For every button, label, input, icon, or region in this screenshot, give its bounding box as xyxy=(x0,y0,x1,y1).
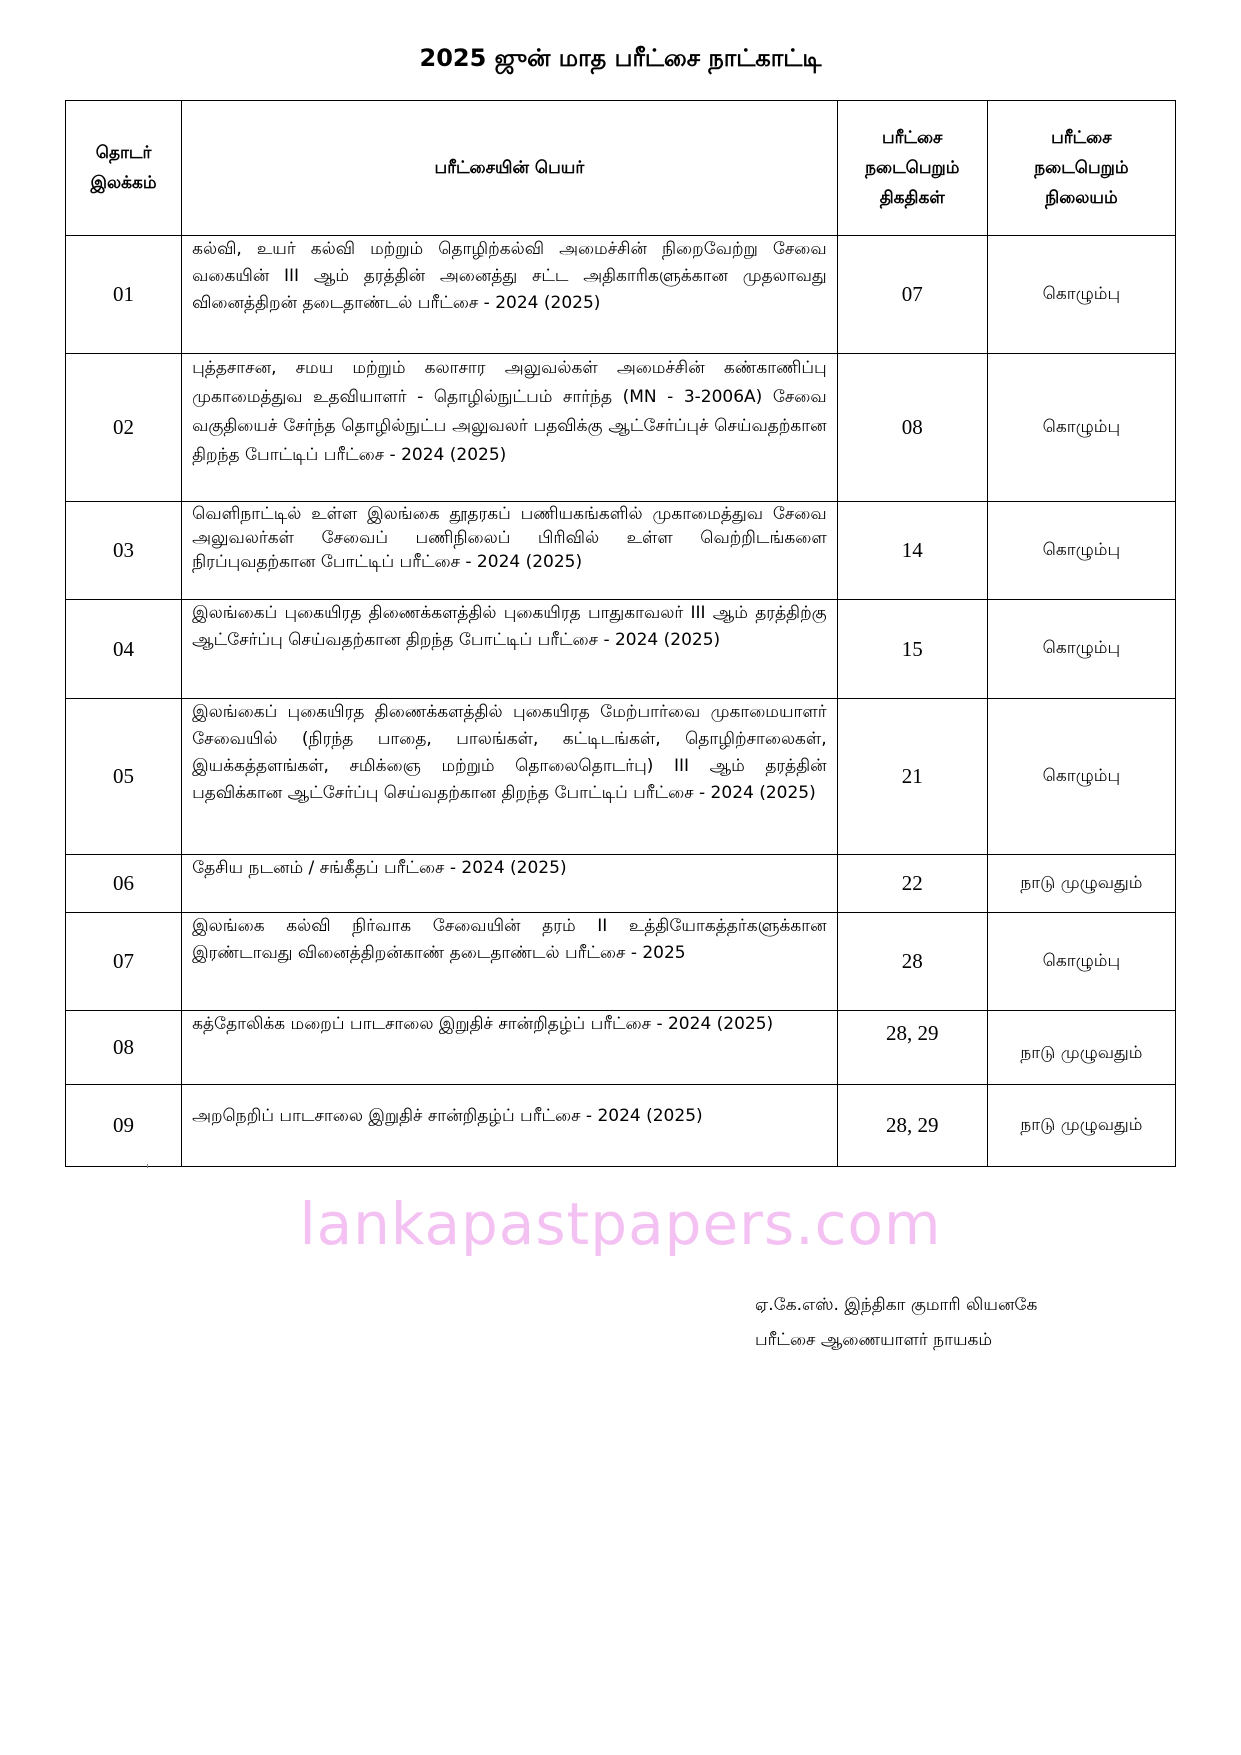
table-header-row xyxy=(66,101,1176,236)
watermark: lankapastpapers.com xyxy=(299,1190,942,1258)
row-number: 04 xyxy=(66,600,182,699)
exam-name: இலங்கை கல்வி நிர்வாக சேவையின் தரம் II உத்தியோகத்தர்களுக்கான இரண்டாவது வினைத்திறன்காண் தடைதாண்டல் பரீட்சை - 2025 xyxy=(182,913,838,1011)
exam-venue: நாடு முழுவதும் xyxy=(987,1011,1175,1085)
table-row xyxy=(66,1085,1176,1167)
row-number: 03 xyxy=(66,502,182,600)
row-number: 01 xyxy=(66,236,182,354)
exam-name: இலங்கைப் புகையிரத திணைக்களத்தில் புகையிரத பாதுகாவலர் III ஆம் தரத்திற்கு ஆட்சேர்ப்பு செய்வதற்கான திறந்த போட்டிப் பரீட்சை - 2024 (2025) xyxy=(182,600,838,699)
exam-dates: 07 xyxy=(837,236,987,354)
row-number: 07 xyxy=(66,913,182,1011)
exam-name: கத்தோலிக்க மறைப் பாடசாலை இறுதிச் சான்றிதழ்ப் பரீட்சை - 2024 (2025) xyxy=(182,1011,838,1085)
exam-venue: கொழும்பு xyxy=(987,699,1175,855)
exam-venue: கொழும்பு xyxy=(987,600,1175,699)
header-name: பரீட்சையின் பெயர் xyxy=(182,101,838,236)
row-number: 05 xyxy=(66,699,182,855)
exam-name: வெளிநாட்டில் உள்ள இலங்கை தூதரகப் பணியகங்களில் முகாமைத்துவ சேவை அலுவலர்கள் சேவைப் பணிநிலைப் பிரிவில் உள்ள வெற்றிடங்களை நிரப்புவதற்கான போட்டிப் பரீட்சை - 2024 (2025) xyxy=(182,502,838,600)
table-row xyxy=(66,354,1176,502)
exam-dates: 28, 29 xyxy=(837,1011,987,1085)
table-row xyxy=(66,699,1176,855)
exam-calendar-table xyxy=(65,100,1176,1167)
row-number: 09 xyxy=(66,1085,182,1167)
stray-mark xyxy=(147,1164,148,1168)
exam-venue: நாடு முழுவதும் xyxy=(987,1085,1175,1167)
exam-dates: 14 xyxy=(837,502,987,600)
exam-dates: 15 xyxy=(837,600,987,699)
table-row xyxy=(66,855,1176,913)
table-row xyxy=(66,600,1176,699)
exam-name: இலங்கைப் புகையிரத திணைக்களத்தில் புகையிரத மேற்பார்வை முகாமையாளர் சேவையில் (நிரந்த பாதை, பாலங்கள், கட்டிடங்கள், தொழிற்சாலைகள், இயக்கத்தளங்கள், சமிக்ஞை மற்றும் தொலைதொடர்பு) III ஆம் தரத்தின் பதவிக்கான ஆட்சேர்ப்பு செய்வதற்கான திறந்த போட்டிப் பரீட்சை - 2024 (2025) xyxy=(182,699,838,855)
signature-block xyxy=(755,1288,1037,1358)
exam-venue: கொழும்பு xyxy=(987,502,1175,600)
exam-name: அறநெறிப் பாடசாலை இறுதிச் சான்றிதழ்ப் பரீட்சை - 2024 (2025) xyxy=(182,1085,838,1167)
signatory-name: ஏ.கே.எஸ். இந்திகா குமாரி லியனகே xyxy=(755,1295,1038,1315)
exam-dates: 21 xyxy=(837,699,987,855)
page-title: 2025 ஜுன் மாத பரீட்சை நாட்காட்டி xyxy=(419,44,822,72)
table-row xyxy=(66,1011,1176,1085)
row-number: 08 xyxy=(66,1011,182,1085)
exam-name: தேசிய நடனம் / சங்கீதப் பரீட்சை - 2024 (2025) xyxy=(182,855,838,913)
exam-dates: 28 xyxy=(837,913,987,1011)
signatory-designation: பரீட்சை ஆணையாளர் நாயகம் xyxy=(755,1330,993,1350)
exam-venue: கொழும்பு xyxy=(987,236,1175,354)
exam-dates: 08 xyxy=(837,354,987,502)
exam-venue: நாடு முழுவதும் xyxy=(987,855,1175,913)
exam-dates: 28, 29 xyxy=(837,1085,987,1167)
exam-venue: கொழும்பு xyxy=(987,354,1175,502)
row-number: 06 xyxy=(66,855,182,913)
exam-name: கல்வி, உயர் கல்வி மற்றும் தொழிற்கல்வி அமைச்சின் நிறைவேற்று சேவை வகையின் III ஆம் தரத்தின் அனைத்து சட்ட அதிகாரிகளுக்கான முதலாவது வினைத்திறன் தடைதாண்டல் பரீட்சை - 2024 (2025) xyxy=(182,236,838,354)
table-row xyxy=(66,236,1176,354)
header-dates: பரீட்சை நடைபெறும் திகதிகள் xyxy=(837,101,987,236)
row-number: 02 xyxy=(66,354,182,502)
exam-name: புத்தசாசன, சமய மற்றும் கலாசார அலுவல்கள் அமைச்சின் கண்காணிப்பு முகாமைத்துவ உதவியாளர் - தொழில்நுட்பம் சார்ந்த (MN - 3-2006A) சேவை வகுதியைச் சேர்ந்த தொழில்நுட்ப அலுவலர் பதவிக்கு ஆட்சேர்ப்புச் செய்வதற்கான திறந்த போட்டிப் பரீட்சை - 2024 (2025) xyxy=(182,354,838,502)
header-serial: தொடர் இலக்கம் xyxy=(66,101,182,236)
table-row xyxy=(66,502,1176,600)
header-venue: பரீட்சை நடைபெறும் நிலையம் xyxy=(987,101,1175,236)
table-row xyxy=(66,913,1176,1011)
exam-venue: கொழும்பு xyxy=(987,913,1175,1011)
exam-dates: 22 xyxy=(837,855,987,913)
